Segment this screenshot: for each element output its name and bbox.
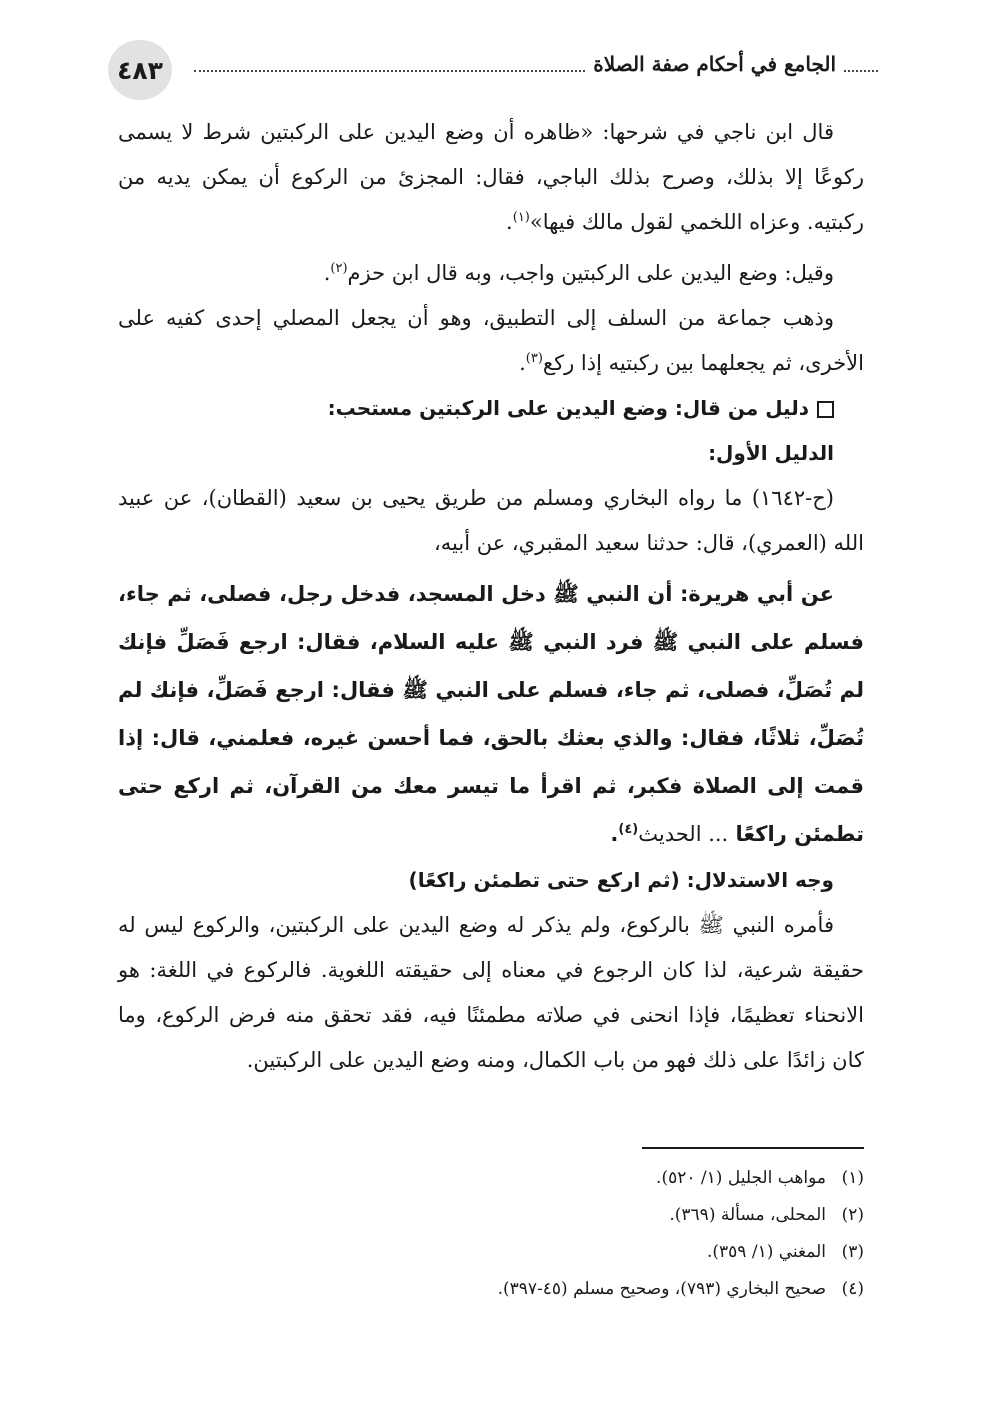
footnote-item: (٢)المحلى، مسألة (٣٦٩).	[669, 1205, 864, 1225]
section-heading: دليل من قال: وضع اليدين على الركبتين مستحب:	[118, 386, 864, 431]
paragraph-ibn-naji: قال ابن ناجي في شرحها: «ظاهره أن وضع اليدين على الركبتين شرط لا يسمى ركوعًا إلا بذلك، وصرح بذلك الباجي، فقال: المجزئ من الركوع أن يمكن يديه من ركبتيه. وعزاه اللخمي لقول مالك فيها»$^{(١)}$.	[118, 120, 864, 234]
footnote-item: (٣)المغني (١/ ٣٥٩).	[706, 1242, 864, 1262]
footnote-ref-3: (٣)	[525, 351, 543, 366]
main-text	[118, 110, 864, 1083]
paragraph-tatbiq: وذهب جماعة من السلف إلى التطبيق، وهو أن يجعل المصلي إحدى كفيه على الأخرى، ثم يجعلهما بين ركبتيه إذا ركع$^{(٣)}$.	[118, 306, 864, 375]
footnote-item: (١)مواهب الجليل (١/ ٥٢٠).	[656, 1168, 864, 1188]
footnote-ref-1: (١)	[512, 210, 530, 225]
leader-dots-left	[194, 56, 585, 72]
checkbox-square-icon	[817, 401, 834, 418]
footnote-ref-4: (٤)	[618, 822, 639, 837]
leader-dots-right	[844, 56, 878, 72]
page-number: ٤٨٣	[108, 40, 172, 100]
subheading-first-evidence: الدليل الأول:	[708, 441, 834, 465]
footnotes	[118, 1160, 864, 1308]
hadith-chain: (ح-١٦٤٢) ما رواه البخاري ومسلم من طريق يحيى بن سعيد (القطان)، عن عبيد الله (العمري)، قال: حدثنا سعيد المقبري، عن أبيه،	[118, 486, 864, 555]
footnote-separator	[642, 1147, 864, 1149]
footnote-ref-2: (٢)	[330, 261, 348, 276]
running-title-text: الجامع في أحكام صفة الصلاة	[593, 52, 836, 76]
wajh-istidlal-heading: وجه الاستدلال: (ثم اركع حتى تطمئن راكعًا)	[408, 868, 834, 892]
running-title	[186, 52, 886, 76]
hadith-text: عن أبي هريرة: أن النبي ﷺ دخل المسجد، فدخل رجل، فصلى، ثم جاء، فسلم على النبي ﷺ فرد النبي ﷺ عليه السلام، فقال: ارجع فَصَلِّ فإنك لم تُصَلِّ، فصلى، ثم جاء، فسلم على النبي ﷺ فقال: ارجع فَصَلِّ، فإنك لم تُصَلِّ، ثلاثًا، فقال: والذي بعثك بالحق، فما أحسن غيره، فعلمني، قال: إذا قمت إلى الصلاة فكبر، ثم اقرأ ما تيسر معك من القرآن، ثم اركع حتى تطمئن راكعًا ... الحديث$^{(٤)}$.	[118, 582, 864, 846]
paragraph-ibn-hazm: وقيل: وضع اليدين على الركبتين واجب، وبه قال ابن حزم$^{(٢)}$.	[323, 261, 834, 285]
footnote-item: (٤)صحيح البخاري (٧٩٣)، وصحيح مسلم (٤٥-٣٩٧).	[497, 1279, 864, 1299]
page-header	[108, 40, 886, 100]
paragraph-explanation: فأمره النبي ﷺ بالركوع، ولم يذكر له وضع اليدين على الركبتين، والركوع ليس له حقيقة شرعية، لذا كان الرجوع في معناه إلى حقيقته اللغوية. فالركوع في اللغة: هو الانحناء تعظيمًا، فإذا انحنى في صلاته مطمئنًا فيه، فقد تحقق منه فرض الركوع، وما كان زائدًا على ذلك فهو من باب الكمال، ومنه وضع اليدين على الركبتين.	[118, 913, 864, 1072]
